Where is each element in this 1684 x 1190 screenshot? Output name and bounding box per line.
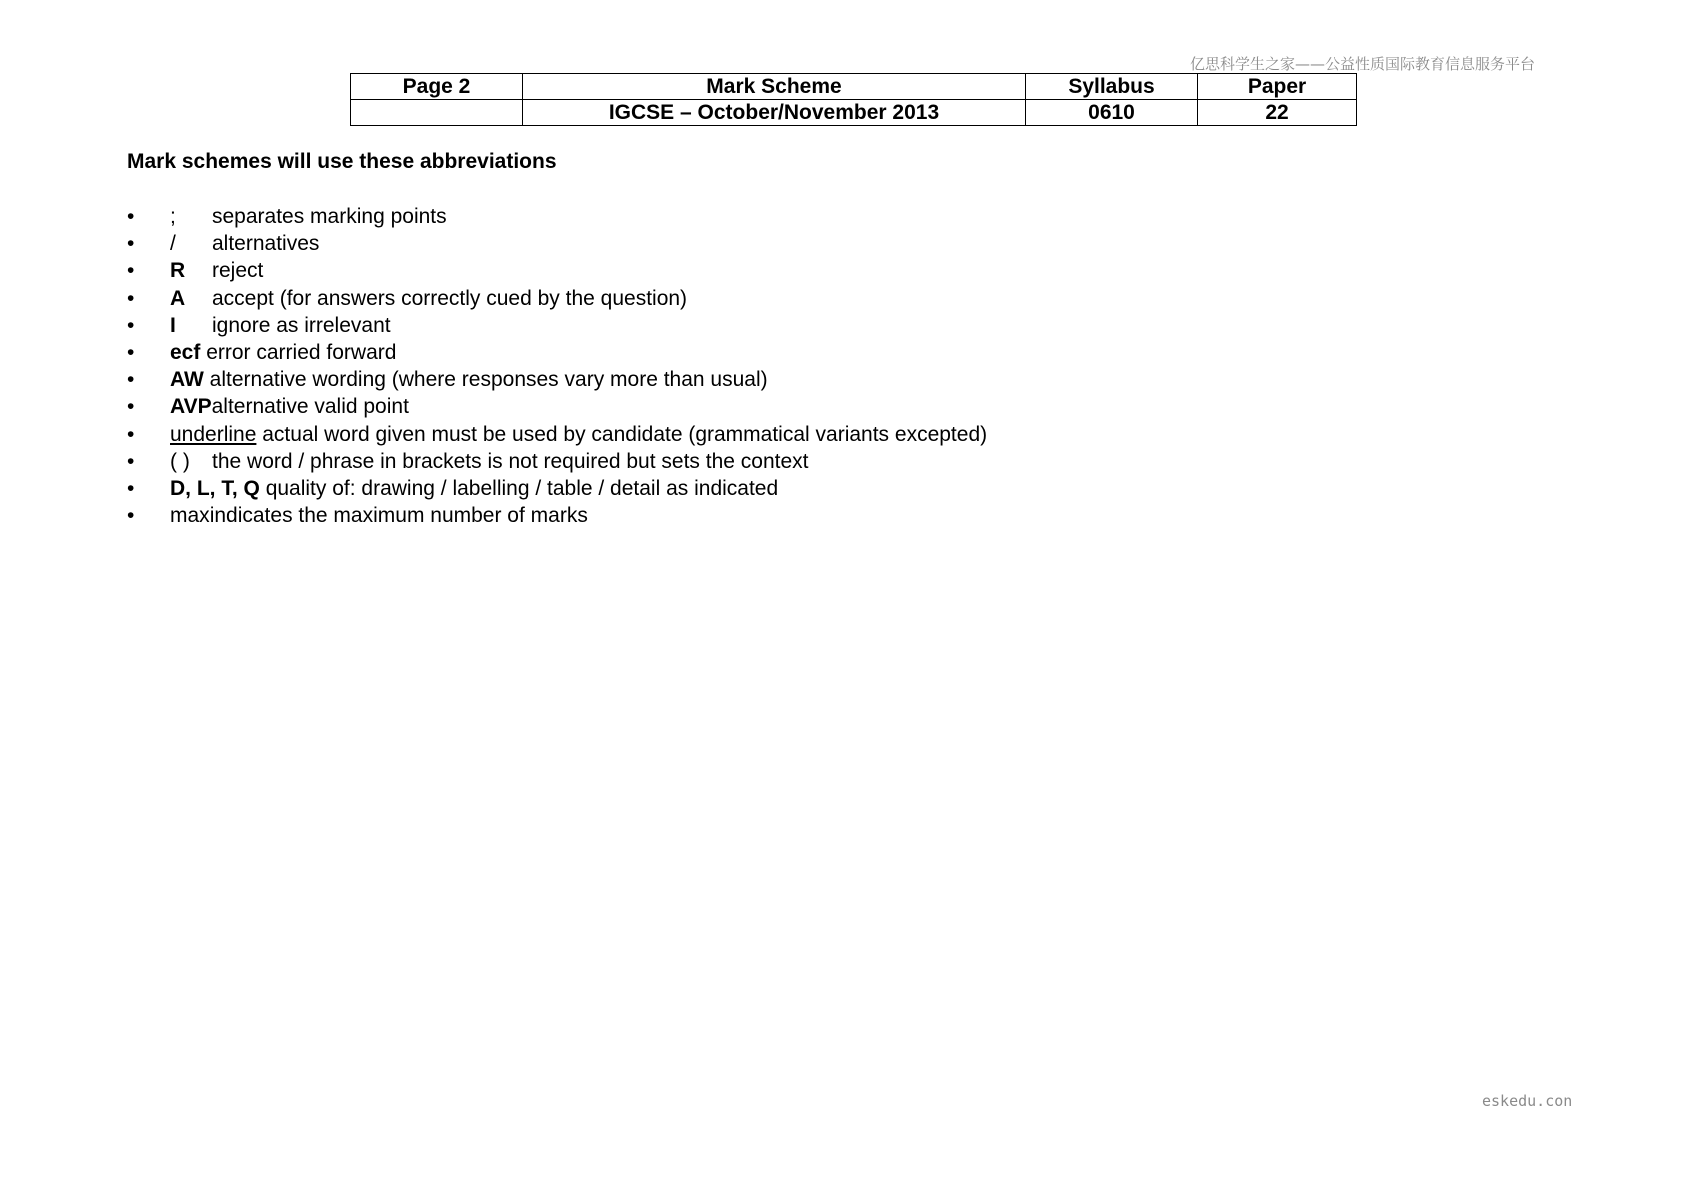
abbreviation-term: ; [170,205,176,228]
header-empty-cell [351,100,523,126]
header-page-cell: Page 2 [351,74,523,100]
abbreviation-term: ( ) [170,449,190,473]
watermark-top: 亿思科学生之家——公益性质国际教育信息服务平台 [1190,55,1536,73]
header-exam-cell: IGCSE – October/November 2013 [523,100,1026,126]
abbreviation-entry [170,366,768,393]
abbreviation-entry [170,339,396,366]
abbreviation-description: accept (for answers correctly cued by the question) [212,286,688,310]
abbreviation-description: indicates the maximum number of marks [209,504,588,528]
abbreviation-term: AW [170,368,204,392]
header-syllabus-cell: Syllabus [1026,74,1198,100]
bullet: • [127,232,135,256]
abbreviation-term: max [170,504,210,528]
bullet: • [127,286,135,310]
bullet: • [127,476,135,500]
abbreviation-description: quality of: drawing / labelling / table / detail as indicated [265,476,779,500]
header-paper-cell: Paper [1198,74,1357,100]
header-table [350,73,1357,126]
abbreviation-description: reject [212,259,264,283]
abbreviation-description: alternative wording (where responses vary more than usual) [209,368,768,392]
abbreviation-entry [170,475,778,502]
bullet: • [127,368,135,392]
header-syllabus-code-cell: 0610 [1026,100,1198,126]
abbreviation-entry [170,502,588,529]
header-paper-number-cell: 22 [1198,100,1357,126]
abbreviation-description: the word / phrase in brackets is not required but sets the context [212,449,809,473]
abbreviation-term: underline [170,422,257,446]
header-mark-scheme-cell: Mark Scheme [523,74,1026,100]
abbreviation-term: D, L, T, Q [170,476,260,500]
abbreviation-term: ecf [170,340,201,364]
abbreviations-title: Mark schemes will use these abbreviations [127,150,557,173]
bullet: • [127,449,135,473]
bullet: • [127,395,135,419]
abbreviation-term: AVP [170,395,212,419]
bullet: • [127,504,135,528]
header-row-1 [351,74,1357,100]
abbreviation-entry [170,393,409,420]
abbreviation-description: alternatives [212,232,320,256]
abbreviation-term: I [170,313,176,337]
header-row-2 [351,100,1357,126]
abbreviation-description: separates marking points [212,205,447,228]
bullet: • [127,340,135,364]
abbreviation-entry [170,421,987,448]
abbreviation-description: alternative valid point [211,395,409,419]
bullet: • [127,205,135,228]
bullet: • [127,422,135,446]
abbreviation-description: error carried forward [206,340,397,364]
bullet: • [127,259,135,283]
abbreviation-term: A [170,286,186,310]
abbreviation-description: ignore as irrelevant [212,313,391,337]
bullet: • [127,313,135,337]
watermark-bottom: eskedu.con [1482,1092,1573,1110]
abbreviation-term: R [170,259,186,283]
abbreviation-description: actual word given must be used by candidate (grammatical variants excepted) [262,422,988,446]
abbreviation-term: / [170,232,176,256]
